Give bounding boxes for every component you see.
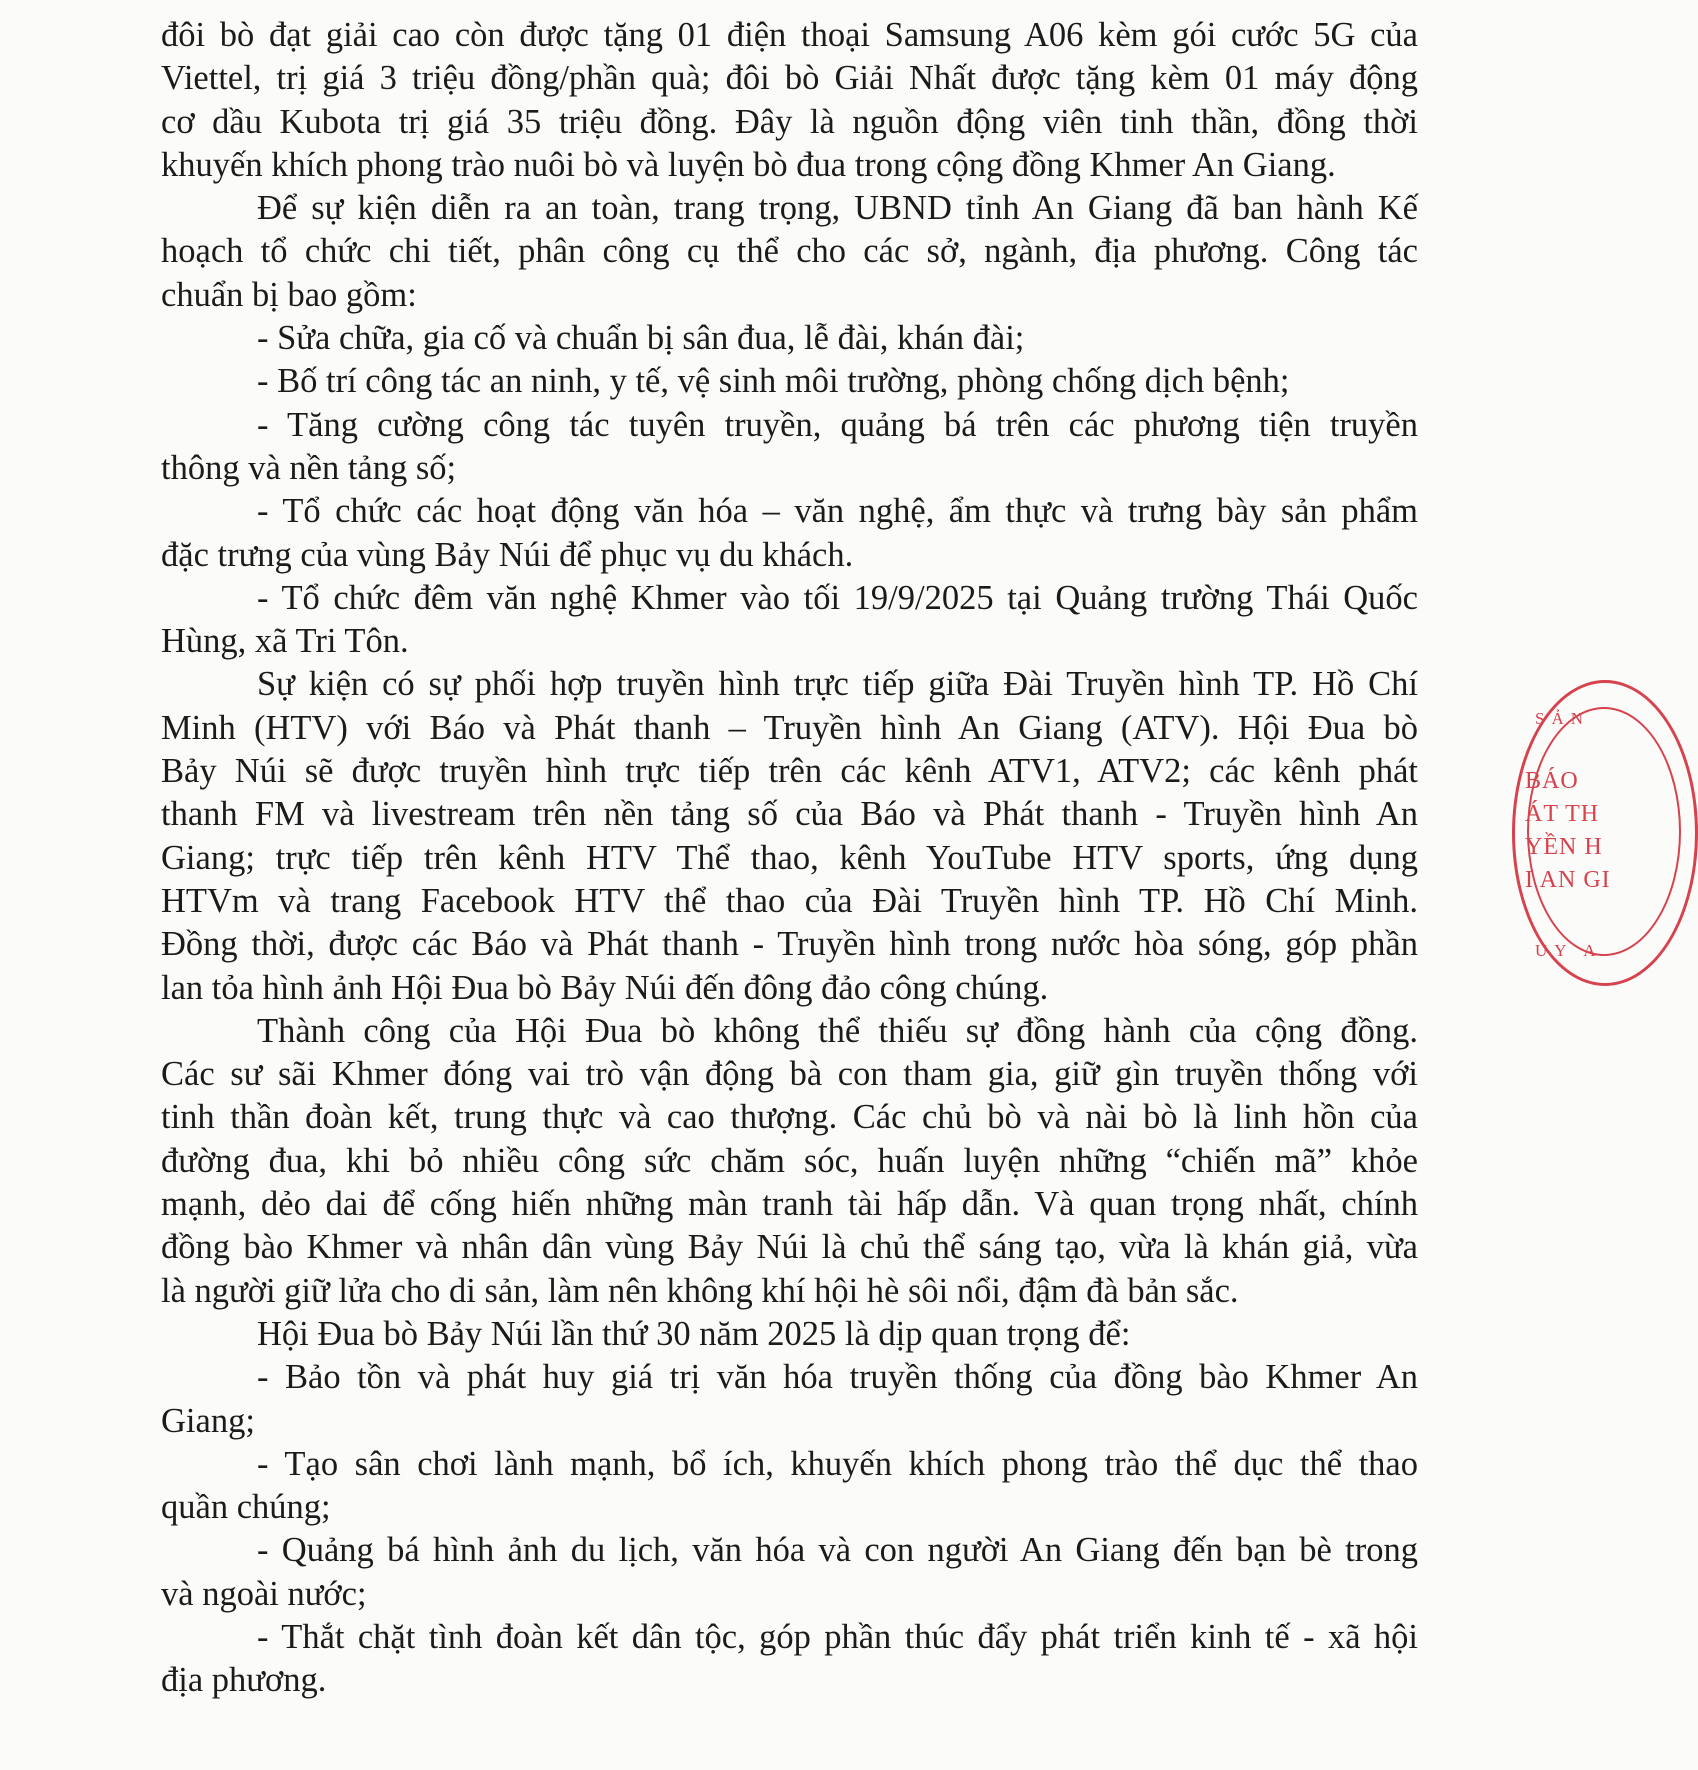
text-line: Các sư sãi Khmer đóng vai trò vận động bà con tham gia, giữ gìn truyền thống với xyxy=(161,1055,1418,1094)
text-line: Viettel, trị giá 3 triệu đồng/phần quà; đôi bò Giải Nhất được tặng kèm 01 máy động xyxy=(161,59,1418,98)
seal-center-line: BÁO xyxy=(1525,768,1579,794)
text-line: Bảy Núi sẽ được truyền hình trực tiếp trên các kênh ATV1, ATV2; các kênh phát xyxy=(161,752,1418,791)
document-body xyxy=(161,14,1418,1703)
text-line: đồng bào Khmer và nhân dân vùng Bảy Núi là chủ thể sáng tạo, vừa là khán giả, vừa xyxy=(161,1228,1418,1267)
seal-center-text xyxy=(1525,765,1611,897)
text-line: Giang; xyxy=(161,1401,255,1440)
text-line: HTVm và trang Facebook HTV thể thao của Đài Truyền hình TP. Hồ Chí Minh. xyxy=(161,881,1418,920)
seal-center-line: I AN GI xyxy=(1525,867,1611,893)
text-line: Minh (HTV) với Báo và Phát thanh – Truyền hình An Giang (ATV). Hội Đua bò xyxy=(161,708,1418,747)
text-line: đường đua, khi bỏ nhiều công sức chăm sóc, huấn luyện những “chiến mã” khỏe xyxy=(161,1141,1418,1180)
text-line: - Tổ chức đêm văn nghệ Khmer vào tối 19/9/2025 tại Quảng trường Thái Quốc xyxy=(257,578,1418,617)
text-line: Đồng thời, được các Báo và Phát thanh - Truyền hình trong nước hòa sóng, góp phần xyxy=(161,925,1418,964)
seal-top-text: SẢN xyxy=(1535,709,1591,728)
text-line: đôi bò đạt giải cao còn được tặng 01 điện thoại Samsung A06 kèm gói cước 5G của xyxy=(161,16,1418,54)
seal-bottom-text: ỦY A xyxy=(1535,941,1603,960)
text-line: - Tăng cường công tác tuyên truyền, quảng bá trên các phương tiện truyền xyxy=(257,405,1418,444)
text-line: quần chúng; xyxy=(161,1488,331,1527)
text-line: tinh thần đoàn kết, trung thực và cao thượng. Các chủ bò và nài bò là linh hồn của xyxy=(161,1098,1418,1137)
text-line: thông và nền tảng số; xyxy=(161,448,457,487)
official-seal-stamp xyxy=(1512,680,1698,986)
text-line: Giang; trực tiếp trên kênh HTV Thể thao, kênh YouTube HTV sports, ứng dụng xyxy=(161,838,1418,877)
text-line: - Bảo tồn và phát huy giá trị văn hóa truyền thống của đồng bào Khmer An xyxy=(257,1358,1418,1397)
text-line: - Tạo sân chơi lành mạnh, bổ ích, khuyến khích phong trào thể dục thể thao xyxy=(257,1444,1418,1483)
text-line: mạnh, dẻo dai để cống hiến những màn tranh tài hấp dẫn. Và quan trọng nhất, chính xyxy=(161,1185,1418,1224)
text-line: - Sửa chữa, gia cố và chuẩn bị sân đua, lễ đài, khán đài; xyxy=(257,319,1025,358)
text-line: Hùng, xã Tri Tôn. xyxy=(161,622,409,661)
text-line: - Bố trí công tác an ninh, y tế, vệ sinh môi trường, phòng chống dịch bệnh; xyxy=(257,362,1290,401)
text-line: Sự kiện có sự phối hợp truyền hình trực tiếp giữa Đài Truyền hình TP. Hồ Chí xyxy=(257,665,1418,704)
text-line: - Tổ chức các hoạt động văn hóa – văn nghệ, ẩm thực và trưng bày sản phẩm xyxy=(257,492,1418,531)
text-line: lan tỏa hình ảnh Hội Đua bò Bảy Núi đến đông đảo công chúng. xyxy=(161,968,1049,1007)
text-line: cơ dầu Kubota trị giá 35 triệu đồng. Đây là nguồn động viên tinh thần, đồng thời xyxy=(161,102,1418,141)
seal-center-line: ÁT TH xyxy=(1525,801,1600,827)
text-line: - Quảng bá hình ảnh du lịch, văn hóa và con người An Giang đến bạn bè trong xyxy=(257,1531,1418,1570)
text-line: Hội Đua bò Bảy Núi lần thứ 30 năm 2025 là dịp quan trọng để: xyxy=(257,1314,1131,1353)
text-line: đặc trưng của vùng Bảy Núi để phục vụ du khách. xyxy=(161,535,854,574)
text-line: hoạch tổ chức chi tiết, phân công cụ thể cho các sở, ngành, địa phương. Công tác xyxy=(161,232,1418,271)
text-line: khuyến khích phong trào nuôi bò và luyện bò đua trong cộng đồng Khmer An Giang. xyxy=(161,145,1336,184)
text-line: Thành công của Hội Đua bò không thể thiếu sự đồng hành của cộng đồng. xyxy=(257,1011,1418,1050)
text-line: là người giữ lửa cho di sản, làm nên không khí hội hè sôi nổi, đậm đà bản sắc. xyxy=(161,1271,1239,1310)
text-line: và ngoài nước; xyxy=(161,1574,367,1613)
text-line: thanh FM và livestream trên nền tảng số của Báo và Phát thanh - Truyền hình An xyxy=(161,795,1418,834)
text-line: chuẩn bị bao gồm: xyxy=(161,275,417,314)
text-line: - Thắt chặt tình đoàn kết dân tộc, góp phần thúc đẩy phát triển kinh tế - xã hội xyxy=(257,1617,1418,1656)
text-line: Để sự kiện diễn ra an toàn, trang trọng, UBND tỉnh An Giang đã ban hành Kế xyxy=(257,189,1418,228)
text-line: địa phương. xyxy=(161,1661,327,1700)
seal-center-line: YỀN H xyxy=(1525,834,1603,860)
